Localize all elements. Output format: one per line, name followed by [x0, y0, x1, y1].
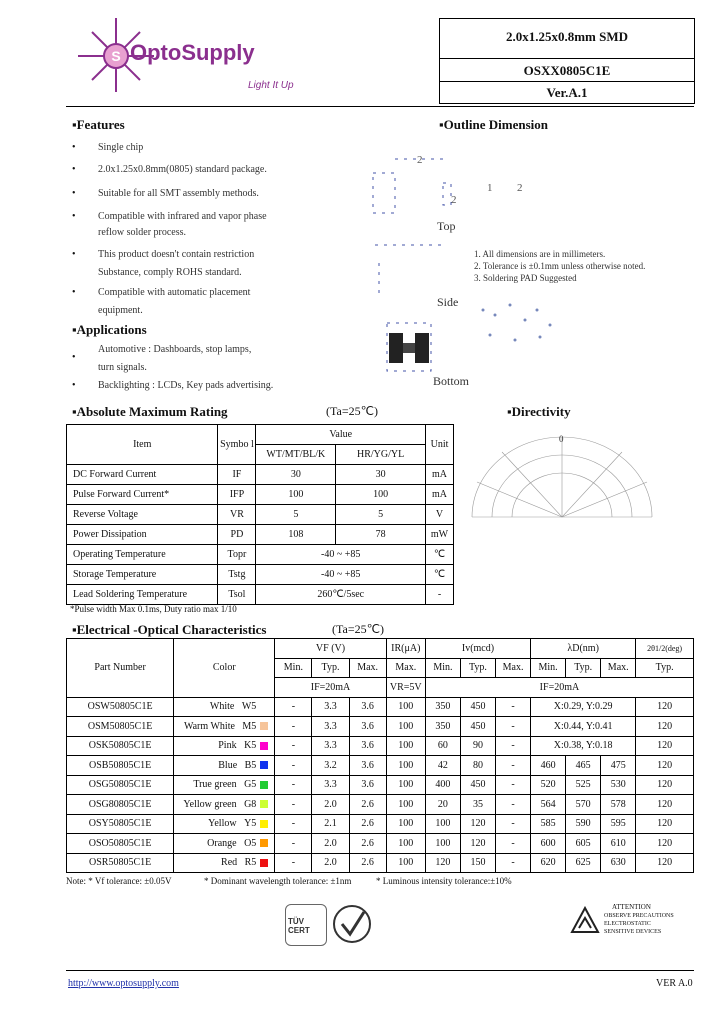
eoc-table: Part Number Color VF (V) IR(μA) Iv(mcd) λD(nm) 2θ1/2(deg) Min. Typ. Max. Max. Min. Typ. Max. Min. Typ. Max. Typ. IF=20mA VR=5V IF=20mA OSW50805C1E White W5 - 3.3 3.6 100 350 450 - X:0.29, Y:0.29 120 OSM50805C1E Warm White M5 - 3.3 3.6 100 350 450 - X:0.44, Y:0.41 120 OSK50805C1E Pink K5 - 3.3 3.6 100 60 90 - X:0.38, Y:0.18 120 OSB50805C1E Blue B5 - 3.2 3.6 100 42 80 - 460 465 475 120 OSG50805C1E True green G5 - 3.3 3.6 100 400 450 - 520 525 530 120 OSG80805C1E Yellow green G8 - 2.0 2.6 100 20 35 - 564 570 578 120 OSY50805C1E Yellow Y5 - 2.1 2.6 100 100 120 - 585 590 595 120 OSO50805C1E Orange O5 - 2.0 2.6 100 100 120 - 600 605 610 120 OSR50805C1E Red R5 - 2.0 2.6 100 120 150 - 620 625 630 120: [66, 638, 694, 873]
outline-label-bottom: Bottom: [433, 374, 470, 388]
table-row: Storage Temperature Tstg -40 ~ +85 ℃: [67, 565, 454, 585]
color-name: Orange: [207, 837, 237, 849]
table-row: OSR50805C1E Red R5 - 2.0 2.6 100 120 150 - 620 625 630 120: [67, 853, 694, 873]
amr-header-item: Item: [67, 425, 218, 465]
eoc-note: * Luminous intensity tolerance:±10%: [376, 876, 512, 886]
check-cert-icon: [332, 904, 372, 944]
esd-line: OBSERVE PRECAUTIONS: [604, 913, 674, 919]
feature-item: Compatible with infrared and vapor phase: [98, 211, 267, 222]
amr-header-value: Value: [256, 425, 426, 445]
esd-line: ELECTROSTATIC: [604, 921, 651, 927]
svg-text:1: 1: [487, 182, 493, 194]
feature-item: Compatible with automatic placement: [98, 287, 251, 298]
directivity-chart: [462, 432, 662, 522]
color-swatch: [260, 839, 268, 847]
eoc-header-angle: 2θ1/2(deg): [636, 639, 694, 659]
color-name: Blue: [218, 759, 238, 771]
outline-label-side: Side: [437, 295, 459, 309]
color-code: G8: [244, 798, 257, 810]
color-code: W5: [241, 701, 257, 713]
table-row: Power Dissipation PD 108 78 mW: [67, 525, 454, 545]
brand-slogan: Light It Up: [248, 80, 294, 91]
esd-attention: ATTENTION: [612, 903, 651, 911]
outline-label-top: Top: [437, 219, 456, 233]
color-code: M5: [242, 720, 257, 732]
amr-condition: (Ta=25℃): [326, 404, 379, 418]
color-name: Yellow green: [183, 798, 237, 810]
amr-header-v2: HR/YG/YL: [336, 445, 426, 465]
tuv-cert-logo: TÜV CERT: [285, 904, 327, 946]
svg-text:2: 2: [417, 154, 423, 166]
color-swatch: [260, 761, 268, 769]
table-row: OSO50805C1E Orange O5 - 2.0 2.6 100 100 120 - 600 605 610 120: [67, 834, 694, 854]
table-row: DC Forward Current IF 30 30 mA: [67, 465, 454, 485]
amr-footnote: *Pulse width Max 0.1ms, Duty ratio max 1/10: [70, 604, 237, 614]
eoc-condition: (Ta=25℃): [332, 622, 385, 636]
table-row: Reverse Voltage VR 5 5 V: [67, 505, 454, 525]
color-swatch: [260, 703, 268, 711]
color-swatch: [260, 781, 268, 789]
outline-note: 2. Tolerance is ±0.1mm unless otherwise noted.: [474, 261, 646, 271]
amr-header-unit: Unit: [426, 425, 454, 465]
color-swatch: [260, 800, 268, 808]
amr-header-v1: WT/MT/BL/K: [256, 445, 336, 465]
table-row: OSB50805C1E Blue B5 - 3.2 3.6 100 42 80 - 460 465 475 120: [67, 756, 694, 776]
esd-line: SENSITIVE DEVICES: [604, 929, 662, 935]
brand-logo: [72, 16, 312, 96]
color-swatch: [260, 742, 268, 750]
color-code: Y5: [244, 818, 257, 830]
application-item: turn signals.: [98, 362, 147, 373]
color-name: Red: [221, 857, 238, 869]
table-row: OSY50805C1E Yellow Y5 - 2.1 2.6 100 100 120 - 585 590 595 120: [67, 814, 694, 834]
color-swatch: [260, 820, 268, 828]
table-row: OSK50805C1E Pink K5 - 3.3 3.6 100 60 90 - X:0.38, Y:0.18 120: [67, 736, 694, 756]
applications-title: ▪Applications: [72, 322, 147, 337]
feature-item: Single chip: [98, 142, 144, 153]
feature-item: Substance, comply ROHS standard.: [98, 267, 242, 278]
color-code: R5: [244, 857, 257, 869]
color-name: Warm White: [183, 720, 235, 732]
footer-version: VER A.0: [656, 978, 693, 989]
outline-title: ▪Outline Dimension: [439, 117, 548, 132]
eoc-header-part: Part Number: [67, 639, 174, 698]
color-name: Pink: [218, 740, 237, 752]
table-row: Lead Soldering Temperature Tsol 260℃/5sec -: [67, 585, 454, 605]
outline-note: 1. All dimensions are in millimeters.: [474, 249, 606, 259]
outline-note: 3. Soldering PAD Suggested: [474, 273, 577, 283]
eoc-header-vf: VF (V): [275, 639, 386, 659]
table-row: OSW50805C1E White W5 - 3.3 3.6 100 350 450 - X:0.29, Y:0.29 120: [67, 697, 694, 717]
feature-item: Suitable for all SMT assembly methods.: [98, 188, 259, 199]
divider: [66, 106, 694, 107]
eoc-note: Note: * Vf tolerance: ±0.05V: [66, 876, 172, 886]
color-name: White: [209, 701, 235, 713]
header-title: 2.0x1.25x0.8mm SMD: [505, 29, 629, 44]
header-version: Ver.A.1: [546, 85, 588, 100]
table-row: OSG50805C1E True green G5 - 3.3 3.6 100 400 450 - 520 525 530 120: [67, 775, 694, 795]
directivity-title: ▪Directivity: [507, 404, 571, 419]
directivity-zero: 0: [559, 434, 564, 444]
color-name: Yellow: [208, 818, 237, 830]
feature-item: reflow solder process.: [98, 227, 187, 238]
website-link[interactable]: http://www.optosupply.com: [68, 978, 179, 989]
esd-warning-icon: [570, 906, 600, 934]
eoc-header-ld: λD(nm): [531, 639, 636, 659]
amr-table: [66, 424, 454, 605]
color-swatch: [260, 859, 268, 867]
amr-header-symbol: Symbo l: [218, 425, 256, 465]
header-part: OSXX0805C1E: [523, 63, 611, 78]
features-title: ▪Features: [72, 117, 125, 132]
eoc-header-ir: IR(μA): [386, 639, 425, 659]
color-name: True green: [193, 779, 237, 791]
brand-name: OptoSupply: [130, 40, 255, 65]
table-row: OSM50805C1E Warm White M5 - 3.3 3.6 100 350 450 - X:0.44, Y:0.41 120: [67, 717, 694, 737]
feature-item: equipment.: [98, 305, 143, 316]
table-row: Operating Temperature Topr -40 ~ +85 ℃: [67, 545, 454, 565]
color-code: B5: [244, 759, 257, 771]
feature-item: This product doesn't contain restriction: [98, 249, 255, 260]
application-item: Backlighting : LCDs, Key pads advertising.: [98, 380, 274, 391]
header-box: [439, 18, 695, 104]
color-swatch: [260, 722, 268, 730]
eoc-header-iv: Iv(mcd): [425, 639, 530, 659]
table-row: OSG80805C1E Yellow green G8 - 2.0 2.6 100 20 35 - 564 570 578 120: [67, 795, 694, 815]
eoc-header-color: Color: [174, 639, 275, 698]
color-code: K5: [244, 740, 257, 752]
eoc-title: ▪Electrical -Optical Characteristics: [72, 622, 267, 637]
amr-title: ▪Absolute Maximum Rating: [72, 404, 228, 419]
svg-text:2: 2: [451, 194, 457, 206]
application-item: Automotive : Dashboards, stop lamps,: [98, 344, 252, 355]
svg-text:2: 2: [517, 182, 523, 194]
footer-divider: [66, 970, 694, 971]
color-code: G5: [244, 779, 257, 791]
eoc-note: * Dominant wavelength tolerance: ±1nm: [204, 876, 352, 886]
color-code: O5: [244, 837, 257, 849]
table-row: Pulse Forward Current* IFP 100 100 mA: [67, 485, 454, 505]
feature-item: 2.0x1.25x0.8mm(0805) standard package.: [98, 164, 267, 175]
svg-text:S: S: [111, 48, 121, 64]
